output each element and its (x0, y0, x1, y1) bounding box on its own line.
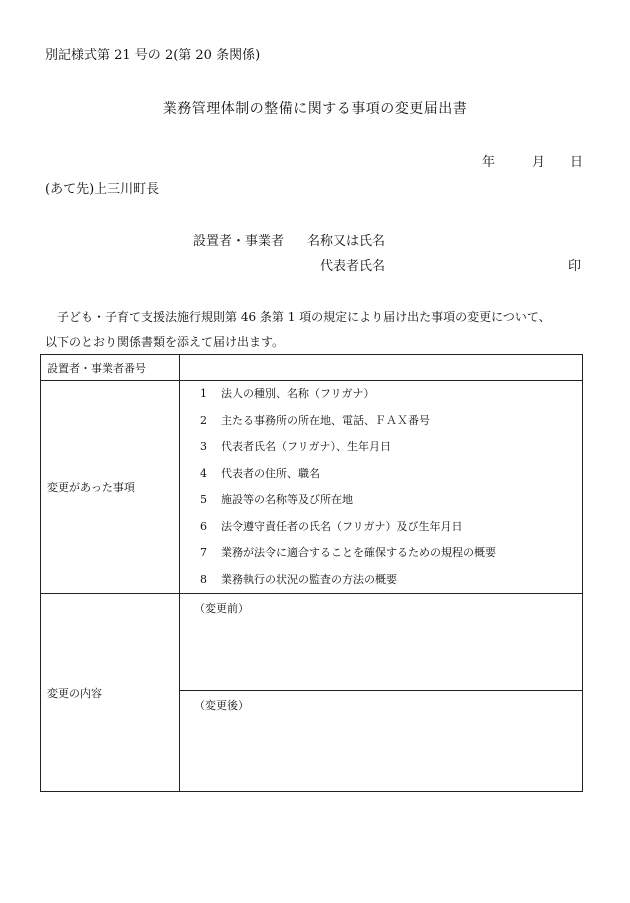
item-number: 3 (200, 440, 207, 453)
before-change-caption: （変更前） (194, 602, 249, 615)
intro-line-2: 以下のとおり関係書類を添えて届け出ます。 (45, 335, 285, 349)
date-month-label: 月 (532, 155, 546, 170)
item-text: 主たる事務所の所在地、電話、ＦＡＸ番号 (221, 413, 430, 427)
item-text: 法令遵守責任者の氏名（フリガナ）及び生年月日 (221, 519, 463, 533)
item-number: 5 (200, 493, 207, 506)
item-text: 代表者氏名（フリガナ）、生年月日 (221, 440, 391, 453)
representative-label: 代表者氏名 (320, 259, 386, 274)
after-change-field[interactable] (180, 691, 583, 792)
changed-item[interactable] (200, 434, 582, 461)
intro-line-1: 子ども・子育て支援法施行規則第 46 条第 1 項の規定により届け出た事項の変更について、 (57, 310, 551, 324)
number-field[interactable] (180, 355, 583, 381)
number-label: 設置者・事業者番号 (41, 355, 180, 381)
table-row-number (41, 355, 583, 381)
item-number: 4 (200, 466, 207, 480)
changed-items-label: 変更があった事項 (41, 381, 180, 594)
item-number: 1 (200, 387, 207, 400)
date-year-label: 年 (482, 155, 496, 170)
after-change-caption: （変更後） (194, 699, 249, 712)
item-text: 業務が法令に適合することを確保するための規程の概要 (221, 546, 496, 559)
item-number: 2 (200, 413, 207, 427)
establisher-label: 設置者・事業者 (193, 234, 285, 249)
changed-item[interactable] (200, 540, 582, 567)
item-text: 代表者の住所、職名 (221, 466, 320, 480)
changed-items-list (180, 381, 582, 593)
item-number: 8 (200, 572, 207, 586)
changed-items-cell (180, 381, 583, 594)
seal-mark: 印 (568, 259, 582, 274)
intro-paragraph (45, 305, 590, 355)
item-number: 7 (200, 546, 207, 559)
form-table (40, 354, 583, 792)
item-text: 業務執行の状況の監査の方法の概要 (221, 572, 397, 586)
changed-item[interactable] (200, 408, 582, 435)
changed-item[interactable] (200, 381, 582, 408)
date-line (482, 151, 583, 170)
table-row-before (41, 594, 583, 691)
change-content-label: 変更の内容 (41, 594, 180, 792)
changed-item[interactable] (200, 514, 582, 541)
form-number: 別記様式第 21 号の 2(第 20 条関係) (45, 48, 261, 63)
date-day-label: 日 (570, 155, 584, 170)
item-text: 施設等の名称等及び所在地 (221, 493, 353, 506)
item-number: 6 (200, 519, 207, 533)
changed-item[interactable] (200, 487, 582, 514)
document-title: 業務管理体制の整備に関する事項の変更届出書 (162, 101, 468, 117)
addressee: (あて先)上三川町長 (45, 182, 160, 197)
changed-item[interactable] (200, 461, 582, 488)
before-change-field[interactable] (180, 594, 583, 691)
changed-item[interactable] (200, 567, 582, 594)
name-label: 名称又は氏名 (307, 234, 386, 249)
item-text: 法人の種別、名称（フリガナ） (221, 387, 375, 400)
table-row-changed-items (41, 381, 583, 594)
